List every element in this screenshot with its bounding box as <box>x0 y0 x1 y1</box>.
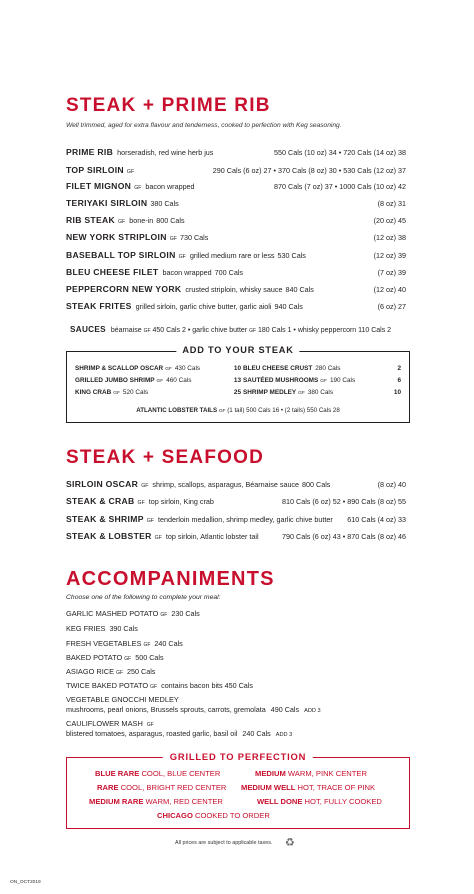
doneness-desc: HOT, TRACE OF PINK <box>297 783 376 792</box>
grilled-title: GRILLED TO PERFECTION <box>163 751 313 762</box>
doneness-desc: COOL, BRIGHT RED CENTER <box>120 783 227 792</box>
item-name: TERIYAKI SIRLOIN <box>66 198 148 208</box>
lobster-name: ATLANTIC LOBSTER TAILS <box>136 407 218 414</box>
menu-item <box>66 284 406 296</box>
menu-item <box>66 181 406 193</box>
add-on-price: 6 <box>397 377 401 384</box>
doneness-name: CHICAGO <box>157 811 193 820</box>
item-name: PEPPERCORN NEW YORK <box>66 284 182 294</box>
doneness-name: BLUE RARE <box>95 769 140 778</box>
item-price: 870 Cals (7 oz) 37 • 1000 Cals (10 oz) 42 <box>274 182 406 191</box>
gf-badge: GF <box>126 169 135 175</box>
gf-badge: GF <box>165 367 172 372</box>
doneness-item <box>157 811 270 820</box>
tax-note: All prices are subject to applicable taxes. <box>175 840 273 846</box>
steak-section-title: STEAK + PRIME RIB <box>66 95 271 116</box>
menu-item <box>66 215 406 227</box>
doneness-item <box>89 797 223 806</box>
item-name: NEW YORK STRIPLOIN <box>66 232 167 242</box>
doneness-item <box>255 769 367 778</box>
cauliflower-desc: blistered tomatoes, asparagus, roasted garlic, basil oil <box>66 729 238 738</box>
item-cal: 800 Cals <box>302 480 331 489</box>
item-name: STEAK & LOBSTER <box>66 531 152 541</box>
item-name: BASEBALL TOP SIRLOIN <box>66 250 176 260</box>
item-desc: grilled sirloin, garlic chive butter, garlic aioli <box>135 302 272 311</box>
accompaniment-item <box>66 667 155 676</box>
item-price: 290 Cals (6 oz) 27 • 370 Cals (8 oz) 30 • 530 Cals (12 oz) 37 <box>212 166 406 175</box>
cauliflower-line <box>66 719 154 728</box>
accompaniment-name: GARLIC MASHED POTATO <box>66 609 159 618</box>
add-on-price: 2 <box>397 365 401 372</box>
gf-badge: GF <box>116 670 124 676</box>
item-price: (20 oz) 45 <box>373 216 406 225</box>
accompaniment-cal: 230 Cals <box>171 609 200 618</box>
add-on-price: 10 <box>233 365 241 372</box>
item-cal: 730 Cals <box>179 233 209 242</box>
gf-badge: GF <box>218 409 226 414</box>
sauces-rest: 450 Cals 2 • garlic chive butter <box>152 327 248 334</box>
add-on-price: 25 <box>233 389 241 396</box>
accompaniments-intro: Choose one of the following to complete your meal: <box>66 594 221 601</box>
gf-badge: GF <box>320 379 327 384</box>
item-name: BLEU CHEESE FILET <box>66 267 159 277</box>
item-desc: bacon wrapped <box>145 182 195 191</box>
doneness-name: MEDIUM WELL <box>241 783 296 792</box>
accompaniment-item <box>66 624 138 633</box>
item-cal: 940 Cals <box>274 302 303 311</box>
doneness-item <box>95 769 220 778</box>
gnocchi-add: ADD 3 <box>304 708 321 714</box>
gf-badge: GF <box>146 722 154 728</box>
add-to-steak-title: ADD TO YOUR STEAK <box>176 345 299 355</box>
accompaniment-name: TWICE BAKED POTATO <box>66 681 149 690</box>
accompaniment-cal: 250 Cals <box>127 667 156 676</box>
item-price: (7 oz) 39 <box>377 268 406 277</box>
add-on-cal: 460 Cals <box>166 377 192 384</box>
gf-badge: GF <box>298 391 305 396</box>
doneness-desc: COOKED TO ORDER <box>194 811 270 820</box>
item-name: STEAK & SHRIMP <box>66 514 144 524</box>
gf-badge: GF <box>118 219 126 225</box>
item-name: RIB STEAK <box>66 215 116 225</box>
menu-item <box>66 301 406 313</box>
doneness-name: MEDIUM <box>255 769 286 778</box>
item-cal: 700 Cals <box>214 268 244 277</box>
item-price: 550 Cals (10 oz) 34 • 720 Cals (14 oz) 38 <box>274 148 406 157</box>
add-on-cal: 380 Cals <box>307 389 334 396</box>
gf-badge: GF <box>143 328 151 334</box>
add-on-name: SHRIMP & SCALLOP OSCAR <box>75 365 164 372</box>
accompaniment-item <box>66 653 164 662</box>
gf-badge: GF <box>178 254 186 260</box>
item-desc: horseradish, red wine herb jus <box>117 148 214 157</box>
gf-badge: GF <box>137 500 145 506</box>
item-name: FILET MIGNON <box>66 181 132 191</box>
gnocchi-name: VEGETABLE GNOCCHI MEDLEY <box>66 695 179 704</box>
doneness-name: WELL DONE <box>257 797 303 806</box>
doneness-name: MEDIUM RARE <box>89 797 144 806</box>
item-price: 610 Cals (4 oz) 33 <box>347 515 406 524</box>
accompaniment-name: KEG FRIES <box>66 624 106 633</box>
menu-item <box>66 198 406 210</box>
accompaniments-title: ACCOMPANIMENTS <box>66 568 275 590</box>
doneness-item <box>97 783 226 792</box>
gf-badge: GF <box>143 642 151 648</box>
item-price: (8 oz) 40 <box>377 480 406 489</box>
accompaniment-cal: 500 Cals <box>135 653 164 662</box>
menu-item <box>66 250 406 262</box>
item-price: (12 oz) 40 <box>373 285 406 294</box>
add-on-item <box>75 365 241 375</box>
gf-badge: GF <box>113 391 120 396</box>
add-on-cal: 190 Cals <box>329 377 356 384</box>
menu-item <box>66 514 406 526</box>
item-cal: 530 Cals <box>277 251 306 260</box>
menu-item <box>66 267 406 279</box>
gf-badge: GF <box>150 684 158 690</box>
item-price: (12 oz) 39 <box>373 251 406 260</box>
add-on-name: KING CRAB <box>75 389 112 396</box>
gnocchi-desc-line <box>66 705 321 714</box>
seafood-section-title: STEAK + SEAFOOD <box>66 447 264 468</box>
cauliflower-add: ADD 3 <box>275 732 293 738</box>
item-price: 810 Cals (6 oz) 52 • 890 Cals (8 oz) 55 <box>282 497 406 506</box>
accompaniment-name: FRESH VEGETABLES <box>66 639 142 648</box>
accompaniment-cal: 240 Cals <box>154 639 183 648</box>
item-name: PRIME RIB <box>66 147 114 157</box>
gnocchi-cal: 490 Cals <box>270 705 300 714</box>
item-cal: 800 Cals <box>156 216 185 225</box>
accompaniment-cal: 390 Cals <box>109 624 138 633</box>
accompaniment-name: BAKED POTATO <box>66 653 123 662</box>
doneness-desc: WARM, PINK CENTER <box>287 769 367 778</box>
gnocchi-desc: mushrooms, pearl onions, Brussels sprouts, carrots, gremolata <box>66 705 266 714</box>
add-on-cal: 430 Cals <box>174 365 201 372</box>
gf-badge: GF <box>249 328 257 334</box>
sauces-line <box>70 325 410 334</box>
cauliflower-name: CAULIFLOWER MASH <box>66 719 143 728</box>
gf-badge: GF <box>169 236 177 242</box>
add-on-cal: 520 Cals <box>122 389 149 396</box>
doneness-item <box>257 797 382 806</box>
add-on-name: GRILLED JUMBO SHRIMP <box>75 377 155 384</box>
item-desc: bacon wrapped <box>162 268 212 277</box>
gf-badge: GF <box>124 656 132 662</box>
item-price: (6 oz) 27 <box>377 302 406 311</box>
add-on-cal: 280 Cals <box>315 365 341 372</box>
accompaniment-item <box>66 639 183 648</box>
accompaniment-item <box>66 681 253 690</box>
add-on-name: BLEU CHEESE CRUST <box>243 365 313 372</box>
menu-item <box>66 232 406 244</box>
add-on-item <box>243 365 401 375</box>
doneness-name: RARE <box>97 783 119 792</box>
menu-item <box>66 531 406 543</box>
add-on-item <box>75 377 241 387</box>
doneness-desc: WARM, RED CENTER <box>145 797 223 806</box>
grilled-to-perfection-box <box>66 751 410 829</box>
item-desc: shrimp, scallops, asparagus, Béarnaise sauce <box>152 480 300 489</box>
item-cal: 380 Cals <box>150 199 179 208</box>
item-name: TOP SIRLOIN <box>66 165 124 175</box>
item-price: (12 oz) 38 <box>373 233 406 242</box>
item-name: STEAK FRITES <box>66 301 132 311</box>
item-price: (8 oz) 31 <box>377 199 406 208</box>
add-on-item <box>243 377 401 387</box>
item-desc: grilled medium rare or less <box>189 251 275 260</box>
gf-badge: GF <box>160 612 168 618</box>
item-desc: crusted striploin, whisky sauce <box>185 285 283 294</box>
menu-item <box>66 479 406 491</box>
sauces-label: SAUCES <box>70 325 106 334</box>
add-on-item <box>243 389 401 399</box>
gf-badge: GF <box>134 185 142 191</box>
sauces-rest-2: 180 Cals 1 • whisky peppercorn 110 Cals 2 <box>258 327 392 334</box>
gf-badge: GF <box>154 535 162 541</box>
item-price: 790 Cals (6 oz) 43 • 870 Cals (8 oz) 46 <box>282 532 406 541</box>
menu-item <box>66 147 406 159</box>
menu-code: ON_OCT2019 <box>10 880 41 885</box>
gf-badge: GF <box>156 379 164 384</box>
doneness-item <box>241 783 375 792</box>
gf-badge: GF <box>146 518 154 524</box>
add-on-item <box>75 389 241 399</box>
add-to-steak-box <box>66 345 410 423</box>
accompaniment-name: ASIAGO RICE <box>66 667 115 676</box>
doneness-desc: HOT, FULLY COOKED <box>304 797 382 806</box>
add-on-name: SAUTÉED MUSHROOMS <box>243 377 319 384</box>
item-name: SIRLOIN OSCAR <box>66 479 139 489</box>
item-name: STEAK & CRAB <box>66 496 135 506</box>
add-on-price: 13 <box>233 377 241 384</box>
item-desc: tenderloin medallion, shrimp medley, garlic chive butter <box>157 515 333 524</box>
steak-subtitle: Well trimmed, aged for extra flavour and tenderness, cooked to perfection with Keg seasoning. <box>66 122 342 129</box>
menu-item <box>66 165 406 177</box>
recycle-icon: ♻ <box>285 837 295 849</box>
item-desc: bone-in <box>129 216 154 225</box>
item-desc: top sirloin, Atlantic lobster tail <box>165 532 259 541</box>
menu-item <box>66 496 406 508</box>
accompaniment-item <box>66 609 200 618</box>
sauces-text: béarnaise <box>110 327 142 334</box>
accompaniment-cal: contains bacon bits 450 Cals <box>161 681 253 690</box>
lobster-text: (1 tail) 500 Cals 16 • (2 tails) 550 Cals 28 <box>227 407 340 414</box>
item-cal: 840 Cals <box>285 285 314 294</box>
gf-badge: GF <box>141 483 149 489</box>
cauliflower-cal: 240 Cals <box>242 729 271 738</box>
add-on-price: 10 <box>393 389 401 396</box>
doneness-desc: COOL, BLUE CENTER <box>141 769 221 778</box>
lobster-tails-line <box>67 407 409 414</box>
item-desc: top sirloin, King crab <box>148 497 214 506</box>
add-on-name: SHRIMP MEDLEY <box>243 389 297 396</box>
cauliflower-desc-line <box>66 729 292 738</box>
